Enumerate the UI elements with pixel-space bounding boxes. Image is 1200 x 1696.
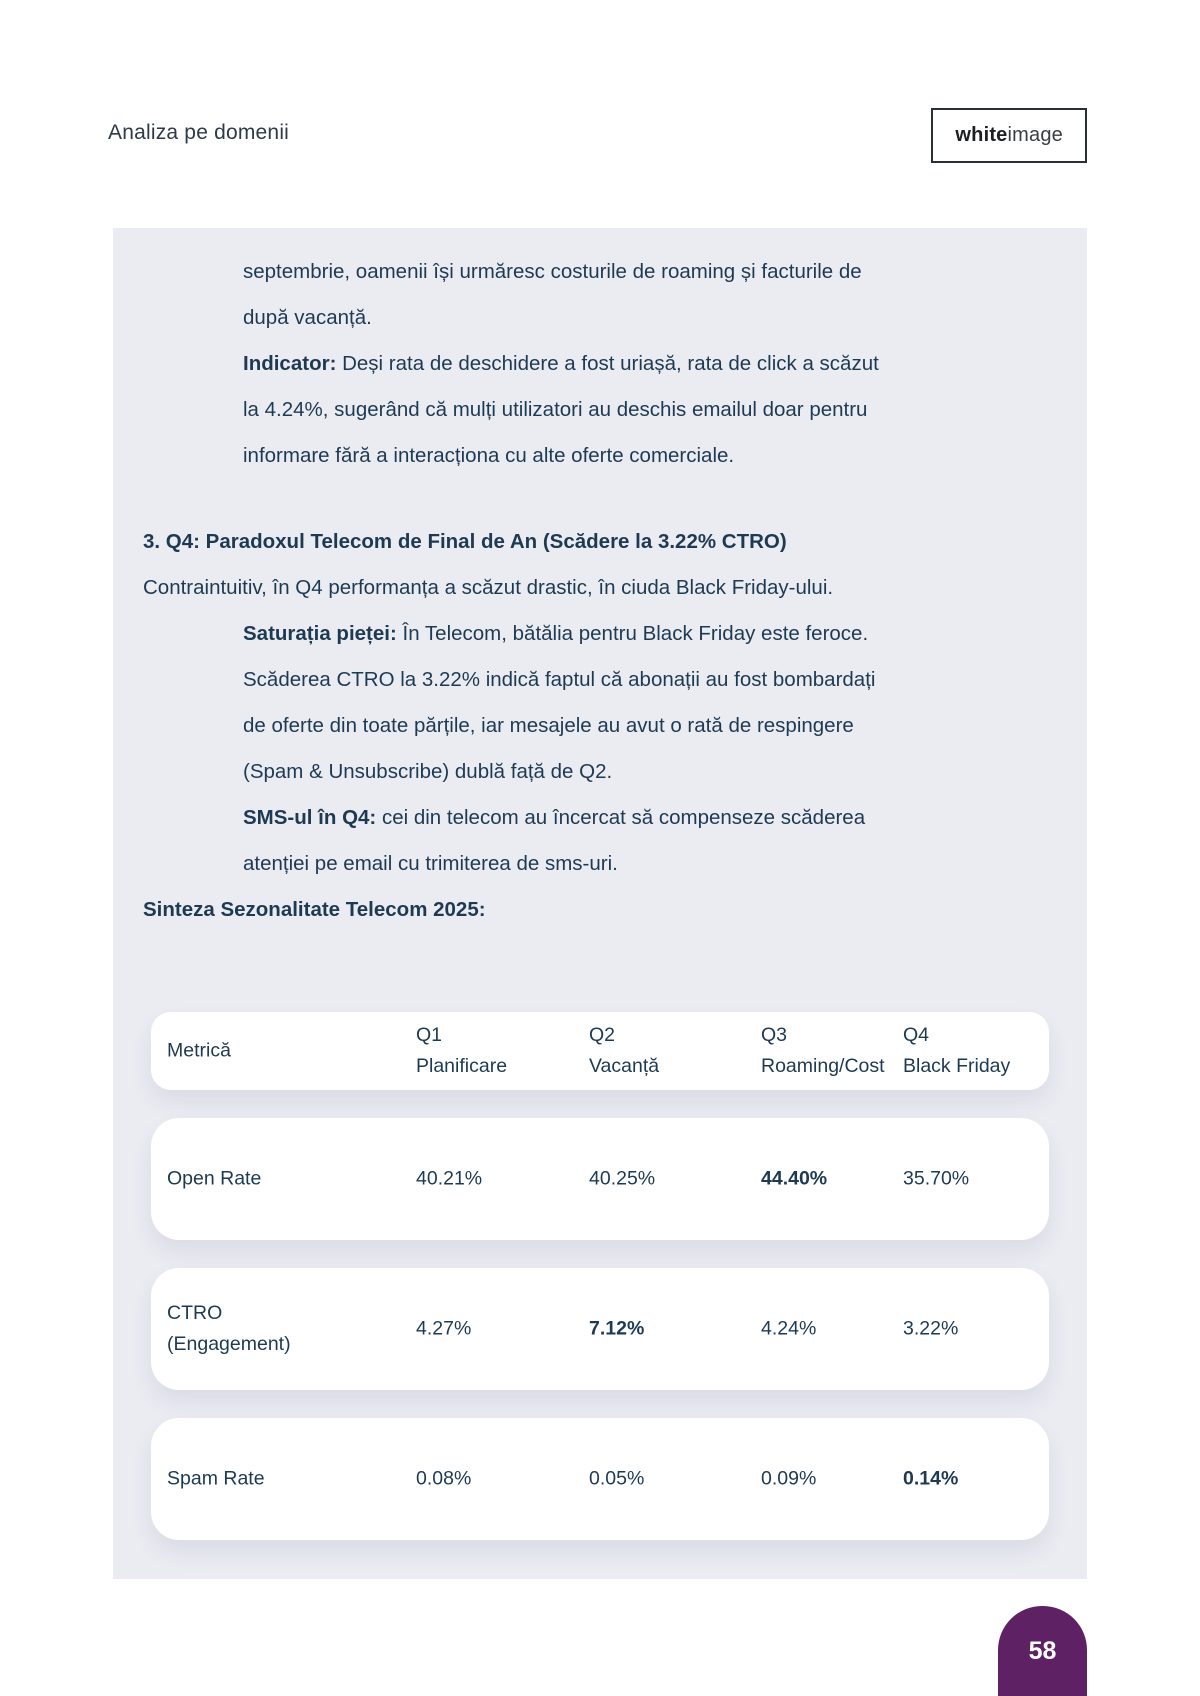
column-header	[589, 1020, 659, 1082]
text-line	[143, 519, 1058, 565]
row-label	[167, 1298, 291, 1360]
text-line	[243, 249, 1058, 295]
body-text	[143, 249, 1058, 933]
column-header-line2: Roaming/Cost	[761, 1055, 885, 1077]
table-row	[151, 1268, 1049, 1390]
text-line-text: septembrie, oamenii își urmăresc costurile de roaming și facturile de	[243, 260, 862, 283]
column-header-line1: Metrică	[167, 1039, 231, 1062]
text-line	[243, 433, 1058, 479]
text-line	[243, 749, 1058, 795]
text-line-text: (Spam & Unsubscribe) dublă față de Q2.	[243, 760, 613, 783]
table-cell-value: 7.12%	[589, 1317, 645, 1340]
text-line	[243, 341, 1058, 387]
table-row	[151, 1418, 1049, 1540]
table-cell-value: 3.22%	[903, 1317, 959, 1340]
column-header	[416, 1020, 507, 1082]
table-cell-value: 4.27%	[416, 1317, 472, 1340]
text-line	[143, 887, 1058, 933]
text-line-text: cei din telecom au încercat să compenseze scăderea	[376, 806, 866, 829]
text-line	[243, 295, 1058, 341]
table-cell-value: 0.05%	[589, 1467, 645, 1490]
text-line	[243, 795, 1058, 841]
table-cell-value: 40.25%	[589, 1167, 656, 1190]
page-header-title: Analiza pe domenii	[108, 121, 290, 144]
row-label-line: CTRO	[167, 1302, 223, 1324]
column-header-line1: Q1	[416, 1024, 443, 1046]
page-number-badge	[998, 1606, 1087, 1696]
column-header	[167, 1036, 231, 1067]
column-header-line2: Planificare	[416, 1055, 508, 1077]
row-label	[167, 1164, 261, 1195]
text-line-text: Contraintuitiv, în Q4 performanța a scăzut drastic, în ciuda Black Friday-ului.	[143, 576, 834, 599]
text-line-text: Scăderea CTRO la 3.22% indică faptul că abonații au fost bombardați	[243, 668, 876, 691]
content-card	[113, 228, 1087, 1579]
column-header	[761, 1020, 885, 1082]
column-header-line1: Q4	[903, 1024, 930, 1046]
text-line-text: atenției pe email cu trimiterea de sms-uri.	[243, 852, 618, 875]
table-header-row	[151, 1012, 1049, 1090]
text-line-text: după vacanță.	[243, 306, 372, 329]
table-cell-value: 35.70%	[903, 1167, 970, 1190]
text-line	[243, 841, 1058, 887]
page-number: 58	[1028, 1636, 1057, 1665]
column-header	[903, 1020, 1010, 1082]
text-line-bold: 3. Q4: Paradoxul Telecom de Final de An (Scădere la 3.22% CTRO)	[143, 530, 787, 553]
whiteimage-logo	[931, 108, 1087, 163]
row-label-line: Spam Rate	[167, 1467, 265, 1490]
column-header-line1: Q2	[589, 1024, 616, 1046]
column-header-line2: Black Friday	[903, 1055, 1011, 1077]
text-line-text: informare fără a interacționa cu alte oferte comerciale.	[243, 444, 735, 467]
text-line	[243, 657, 1058, 703]
table-row	[151, 1118, 1049, 1240]
paragraph-spacer	[143, 479, 1058, 519]
text-line-text: de oferte din toate părțile, iar mesajele au avut o rată de respingere	[243, 714, 854, 737]
logo-text-light: image	[1007, 124, 1063, 146]
text-line	[243, 703, 1058, 749]
text-line-bold: Saturația pieței:	[243, 622, 397, 645]
row-label-line: (Engagement)	[167, 1333, 291, 1355]
row-label-line: Open Rate	[167, 1167, 262, 1190]
text-line-bold: Sinteza Sezonalitate Telecom 2025:	[143, 898, 486, 921]
row-label	[167, 1464, 265, 1495]
text-line	[143, 565, 1058, 611]
column-header-line1: Q3	[761, 1024, 788, 1046]
table-cell-value: 0.09%	[761, 1467, 817, 1490]
text-line-text: la 4.24%, sugerând că mulți utilizatori au deschis emailul doar pentru	[243, 398, 868, 421]
table-cell-value: 4.24%	[761, 1317, 817, 1340]
text-line-bold: Indicator:	[243, 352, 337, 375]
text-line	[243, 611, 1058, 657]
text-line-text: În Telecom, bătălia pentru Black Friday este feroce.	[396, 622, 869, 645]
table-cell-value: 44.40%	[761, 1167, 828, 1190]
text-line-text: Deși rata de deschidere a fost uriașă, rata de click a scăzut	[336, 352, 879, 375]
logo-text-bold: white	[955, 124, 1008, 146]
text-line	[243, 387, 1058, 433]
text-line-bold: SMS-ul în Q4:	[243, 806, 377, 829]
table-cell-value: 40.21%	[416, 1167, 483, 1190]
table-cell-value: 0.08%	[416, 1467, 472, 1490]
column-header-line2: Vacanță	[589, 1055, 660, 1077]
table-cell-value: 0.14%	[903, 1467, 959, 1490]
